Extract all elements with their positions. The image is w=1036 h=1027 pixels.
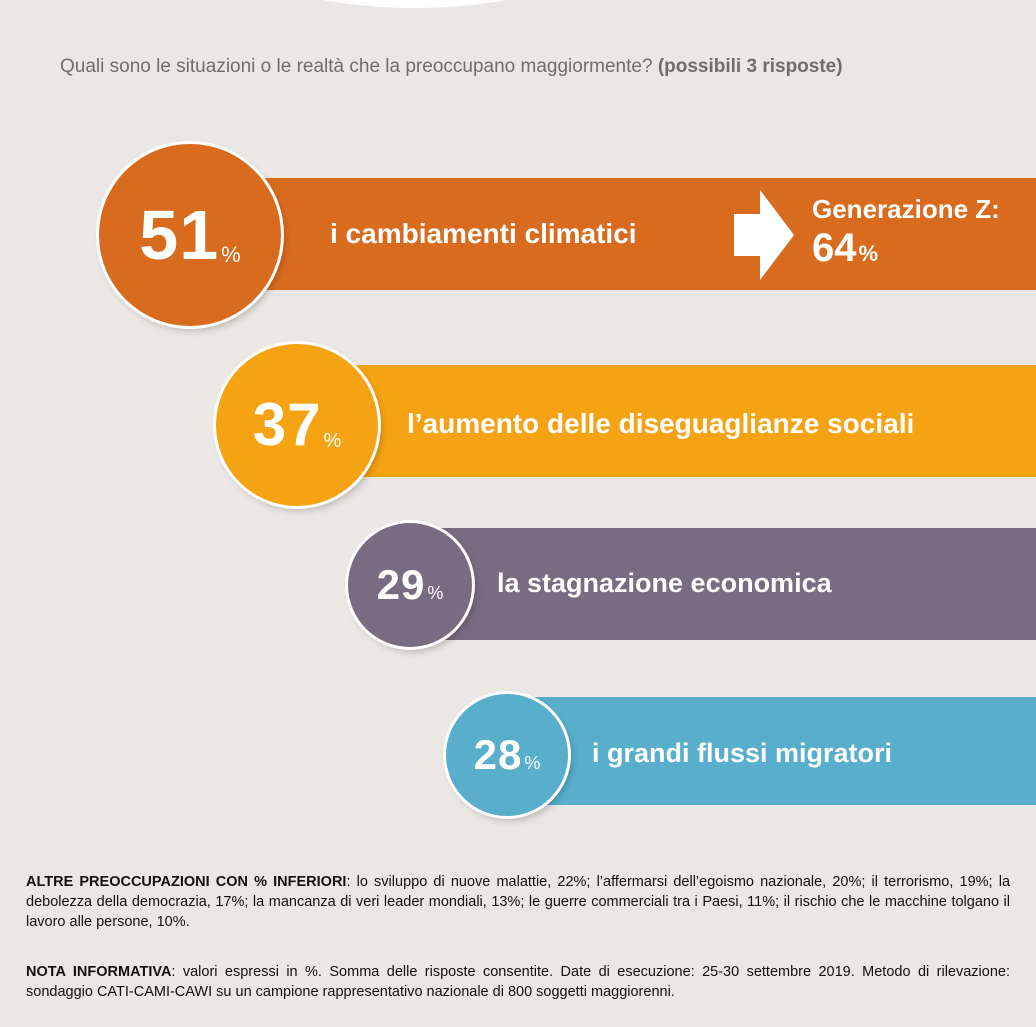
question-note: (possibili 3 risposte)	[657, 56, 843, 77]
right-arrow-icon	[734, 190, 796, 280]
value-circle-3	[348, 523, 472, 647]
category-label-3: la stagnazione economica	[497, 568, 832, 599]
category-label-1: i cambiamenti climatici	[330, 217, 637, 249]
value-circle-1	[99, 144, 281, 326]
nota-title: NOTA INFORMATIVA	[26, 964, 172, 980]
highlight-value	[812, 226, 878, 271]
survey-question	[60, 56, 1000, 78]
category-label-2: l’aumento delle diseguaglianze sociali	[407, 407, 915, 439]
unit-label-1: %	[221, 242, 241, 267]
category-label-4: i grandi flussi migratori	[592, 738, 893, 769]
unit-label-3: %	[427, 583, 444, 603]
decorative-arc	[200, 0, 630, 8]
nota-text: : valori espressi in %. Somma delle risposte consentite. Date di esecuzione: 25-30 settembre 2019. Metodo di rilevazione: sondaggio CATI-CAMI-CAWI su un campione rappresentativo nazionale di 800 soggetti maggiorenni.	[26, 964, 1010, 1000]
value-circle-2	[216, 344, 378, 506]
value-label-1: 51	[139, 196, 220, 274]
highlight-unit: %	[858, 241, 879, 266]
value-label-4: 28	[473, 731, 523, 778]
question-text: Quali sono le situazioni o le realtà che la preoccupano maggiormente?	[60, 56, 653, 77]
highlight-label: Generazione Z:	[812, 194, 1000, 224]
altre-title: ALTRE PREOCCUPAZIONI CON % INFERIORI	[26, 874, 347, 890]
value-label-2: 37	[252, 391, 322, 458]
altre-preoccupazioni	[26, 872, 1010, 932]
unit-label-2: %	[323, 430, 342, 452]
unit-label-4: %	[524, 753, 541, 773]
nota-informativa	[26, 962, 1010, 1002]
value-circle-4	[446, 694, 568, 816]
value-label-3: 29	[376, 561, 426, 608]
highlight-number: 64	[812, 226, 857, 270]
altre-text: : lo sviluppo di nuove malattie, 22%; l’affermarsi dell’egoismo nazionale, 20%; il terrorismo, 19%; la debolezza della democrazia, 17%; la mancanza di veri leader mondiali, 13%; le guerre commerciali tra i Paesi, 11%; il rischio che le macchine tolgano il lavoro alle persone, 10%.	[26, 874, 1011, 930]
